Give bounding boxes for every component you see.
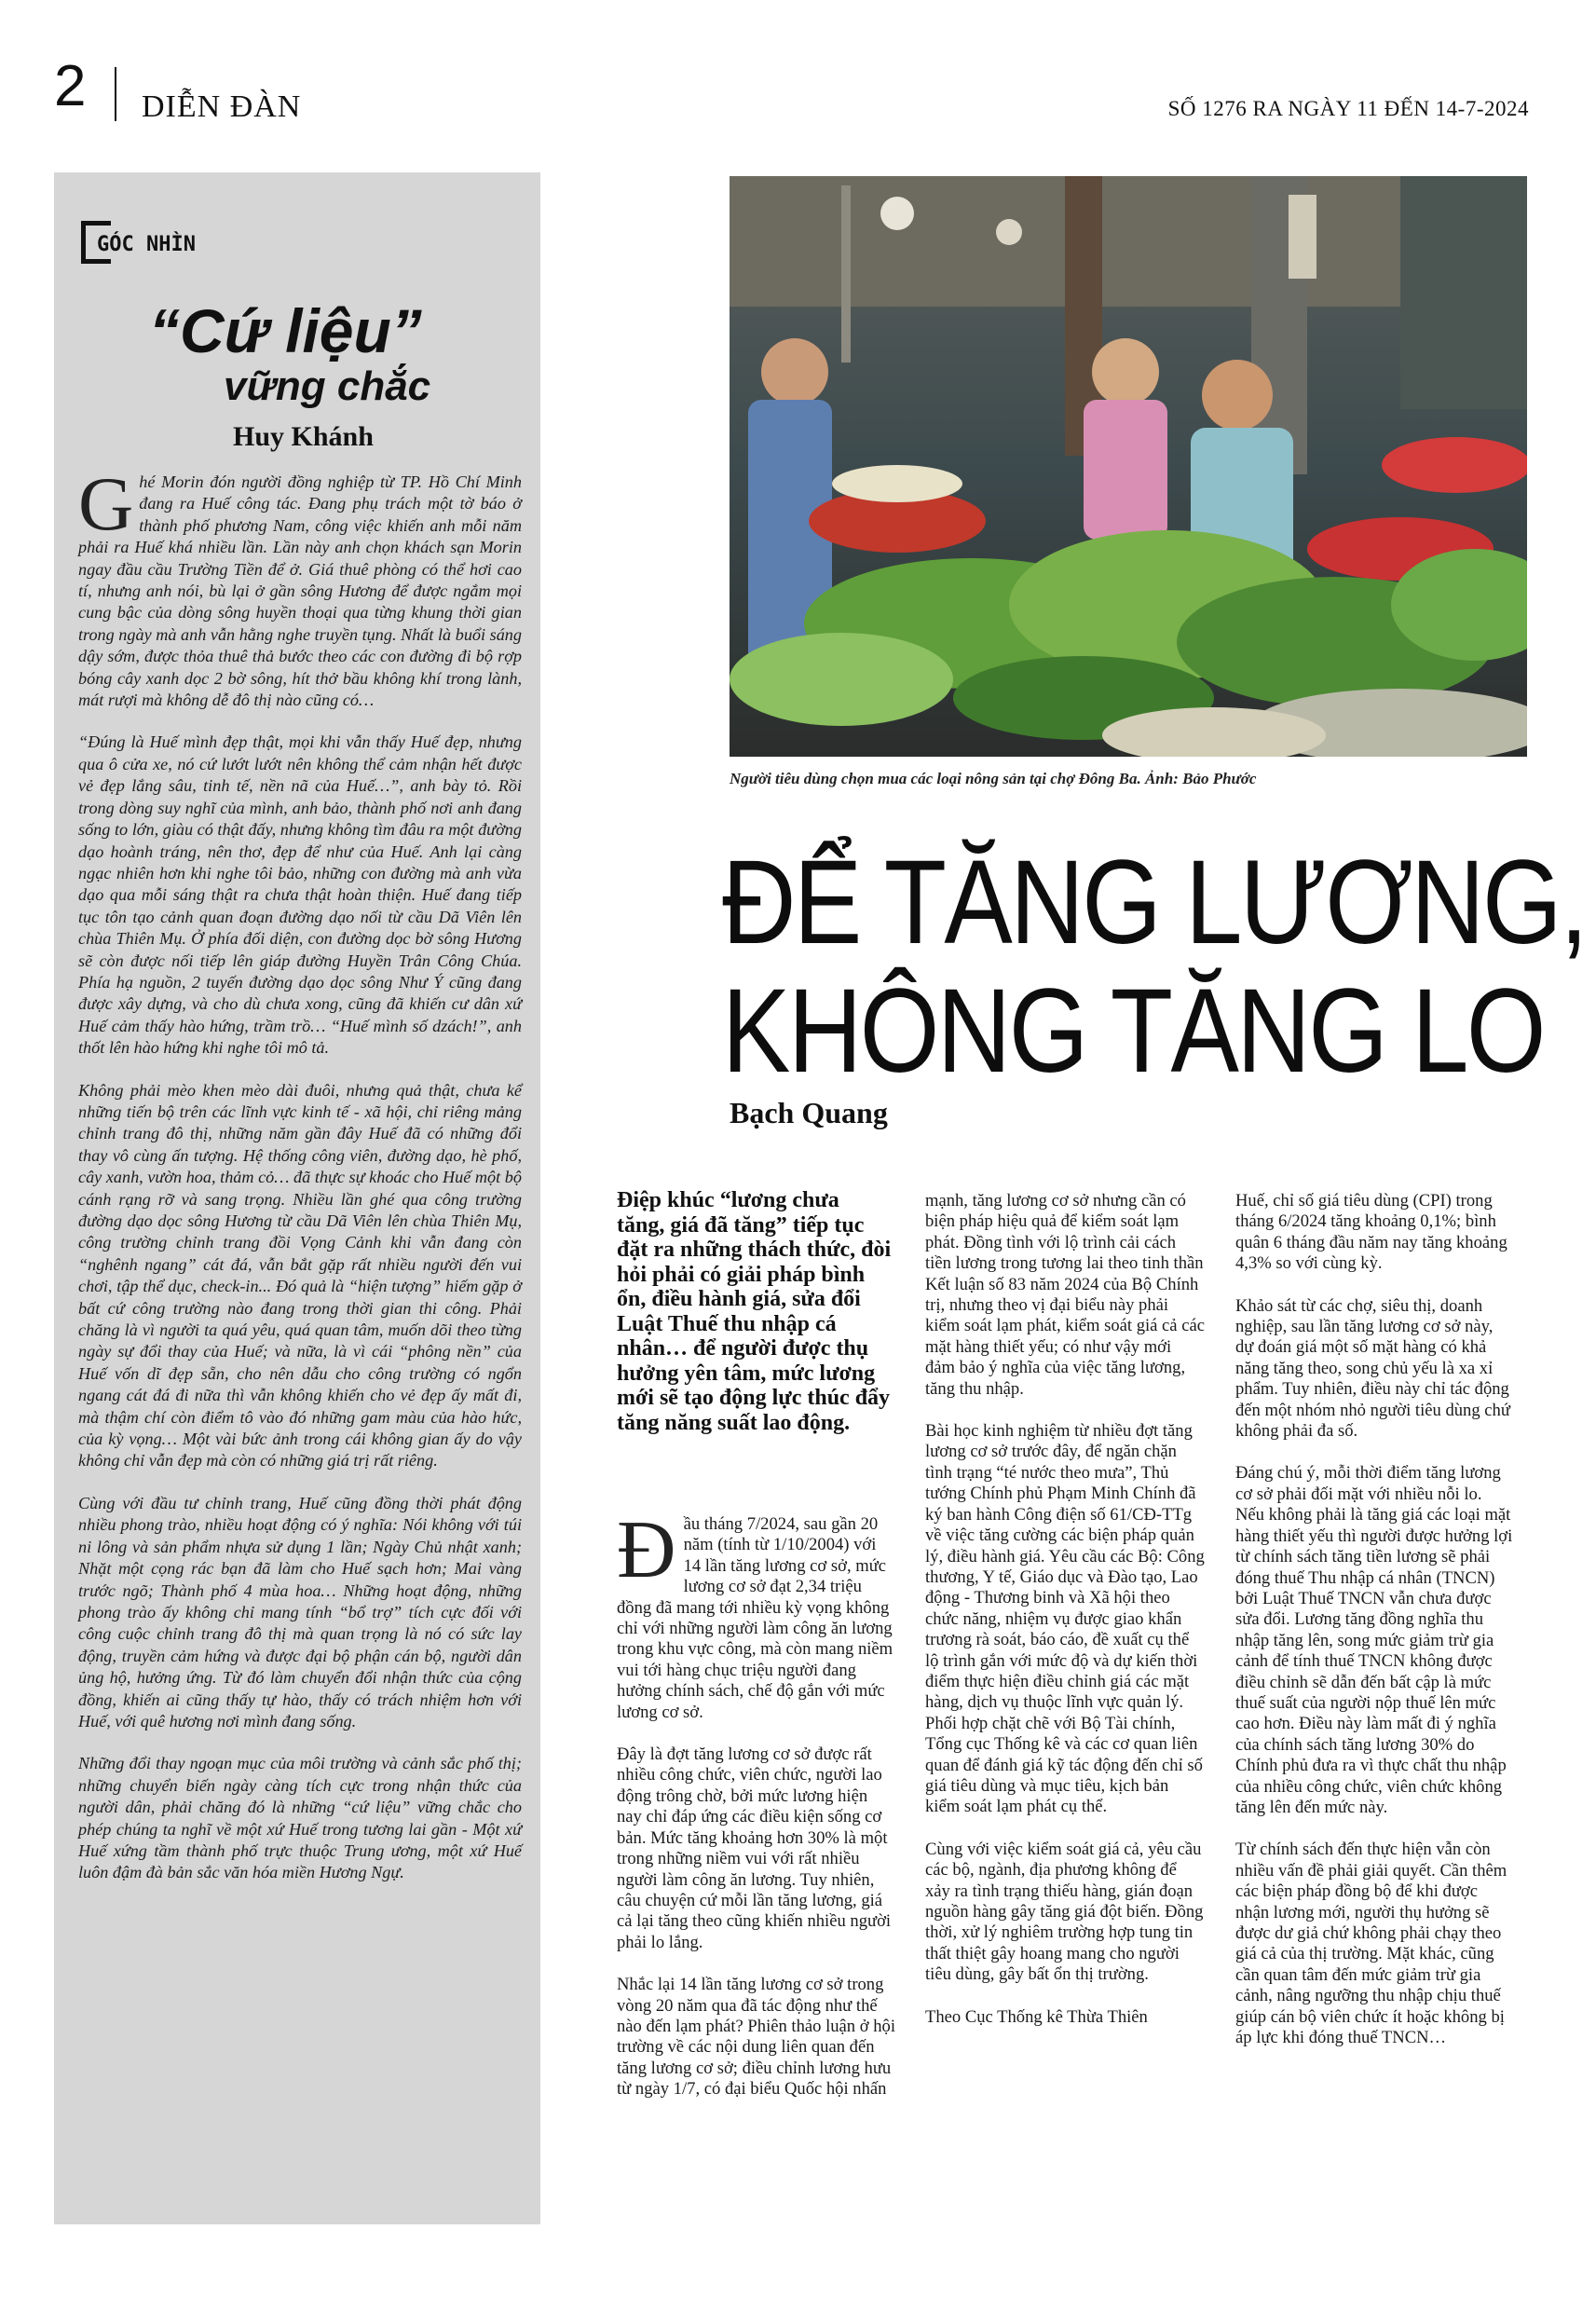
market-photo xyxy=(730,176,1527,757)
opinion-paragraph xyxy=(78,461,522,711)
article-paragraph: Bài học kinh nghiệm từ nhiều đợt tăng lương cơ sở trước đây, để ngăn chặn tình trạng “té nước theo mưa”, Thủ tướng Chính phủ Phạm Minh Chính đã ký ban hành Công điện số 61/CĐ-TTg về việc tăng cường các biện pháp quản lý, điều hành giá. Yêu cầu các Bộ: Công thương, Y tế, Giáo dục và Đào tạo, Lao động - Thương binh và Xã hội theo chức năng, nhiệm vụ được giao khẩn trương rà soát, báo cáo, đề xuất cụ thể lộ trình gắn với mức độ và dự kiến thời điểm thực hiện điều chỉnh giá các mặt hàng, dịch vụ thuộc lĩnh vực quản lý. Phối hợp chặt chẽ với Bộ Tài chính, Tổng cục Thống kê và các cơ quan liên quan để đánh giá kỹ tác động đến chỉ số giá tiêu dùng và mục tiêu, kịch bản kiểm soát lạm phát cụ thể. xyxy=(925,1421,1205,1817)
article-paragraph: Nhắc lại 14 lần tăng lương cơ sở trong vòng 20 năm qua đã tác động như thế nào đến lạm phát? Phiên thảo luận ở hội trường về các nội dung liên quan đến tăng lương cơ sở; điều chỉnh lương hưu từ ngày 1/7, có đại biểu Quốc hội nhấn xyxy=(617,1975,895,2100)
article-paragraph: Từ chính sách đến thực hiện vẫn còn nhiều vấn đề phải giải quyết. Cần thêm các biện pháp đồng bộ để khi được nhận lương mới, người thụ hưởng sẽ được dư giả chứ không phải chạy theo giá cả của thị trường. Mặt khác, cũng cần quan tâm đến mức giảm trừ gia cảnh, nâng ngưỡng thu nhập chịu thuế giúp cán bộ viên chức ít hoặc không bị áp lực khi đóng thuế TNCN… xyxy=(1235,1840,1507,2048)
article-paragraph-text: ầu tháng 7/2024, sau gần 20 năm (tính từ 1/10/2004) với 14 lần tăng lương cơ sở, mức lương cơ sở đạt 2,34 triệu đồng đã mang tới nhiều kỳ vọng không chỉ với những người làm công ăn lương trong khu vực công, mà còn mang niềm vui tới hàng chục triệu người đang hưởng chính sách, chế độ gắn với mức lương cơ sở. xyxy=(617,1514,893,1722)
article-headline xyxy=(722,836,1587,1098)
photo-caption: Người tiêu dùng chọn mua các loại nông sản tại chợ Đông Ba. Ảnh: Bảo Phước xyxy=(730,770,1257,787)
opinion-paragraph: Cùng với đầu tư chỉnh trang, Huế cũng đồng thời phát động nhiều phong trào, nhiều hoạt động có ý nghĩa: Nói không với túi ni lông và sản phẩm nhựa sử dụng 1 lần; Ngày Chủ nhật xanh; Nhặt một cọng rác bạn đã làm cho Huế sạch hơn; Mai vàng trước ngõ; Thành phố 4 mùa hoa… Những hoạt động, những phong trào ấy không chỉ mang tính “bổ trợ” tích cực đối với công cuộc chỉnh trang đô thị mà quan trọng là nó có sức lay động, truyền cảm hứng và được đại bộ phận cán bộ, người dân ủng hộ, hưởng ứng. Từ đó làm chuyển đổi nhận thức của cộng đồng, khiến ai cũng thấy tự hào, thấy có trách nhiệm hơn với Huế, với quê hương nơi mình đang sống. xyxy=(78,1493,522,1731)
opinion-title-line2: vững chắc xyxy=(224,363,431,409)
article-paragraph: Đây là đợt tăng lương cơ sở được rất nhiều công chức, viên chức, người lao động trông chờ, bởi mức lương hiện nay chỉ đáp ứng các điều kiện sống cơ bản. Mức tăng khoảng hơn 30% là một trong những niềm vui với rất nhiều người làm công ăn lương. Tuy nhiên, câu chuyện cứ mỗi lần tăng lương, giá cả lại tăng theo cũng khiến nhiều người phải lo lắng. xyxy=(617,1744,892,1952)
opinion-title-line1: “Cứ liệu” xyxy=(149,296,422,365)
section-title: DIỄN ĐÀN xyxy=(142,89,302,124)
headline-line2: KHÔNG TĂNG LO xyxy=(722,964,1544,1098)
article-paragraph: Đáng chú ý, mỗi thời điểm tăng lương cơ sở phải đối mặt với nhiều nỗi lo. Nếu không phải là tăng giá các loại mặt hàng thiết yếu thì người được hưởng lợi từ chính sách tăng tiền lương sẽ phải đóng thuế Thu nhập cá nhân (TNCN) bởi Luật Thuế TNCN vẫn chưa được sửa đổi. Lương tăng đồng nghĩa thu nhập tăng lên, song mức giảm trừ gia cảnh để tính thuế TNCN không được điều chỉnh sẽ dẫn đến bất cập là mức thuế suất của người nộp thuế lên mức cao hơn. Điều này làm mất đi ý nghĩa của chính sách tăng lương 30% do Chính phủ đưa ra vì thực chất thu nhập của nhiều công chức, viên chức không tăng lên đến mức này. xyxy=(1235,1463,1513,1817)
header-divider xyxy=(115,67,116,121)
article-paragraph xyxy=(617,1505,896,1723)
article-paragraph: Cùng với việc kiểm soát giá cả, yêu cầu các bộ, ngành, địa phương không để xảy ra tình trạng thiếu hàng, gián đoạn nguồn hàng gây tăng giá đột biến. Đồng thời, xử lý nghiêm trường hợp tung tin thất thiệt gây hoang mang cho người tiêu dùng, gây bất ổn thị trường. xyxy=(925,1839,1204,1985)
article-paragraph: Theo Cục Thống kê Thừa Thiên xyxy=(925,2006,1148,2027)
opinion-dropcap: G xyxy=(78,461,134,546)
article-paragraph: Huế, chỉ số giá tiêu dùng (CPI) trong tháng 6/2024 tăng khoảng 0,1%; bình quân 6 tháng đầu năm nay tăng khoảng 4,3% so với cùng kỳ. xyxy=(1235,1191,1507,1274)
opinion-paragraph-text: hé Morin đón người đồng nghiệp từ TP. Hồ Chí Minh đang ra Huế công tác. Đang phụ trách một tờ báo ở thành phố phương Nam, công việc khiến anh mỗi năm phải ra Huế khá nhiều lần. Lần này anh chọn khách sạn Morin ngay đầu cầu Trường Tiền để ở. Giá thuê phòng có thể hơi cao tí, nhưng anh nói, bù lại ở gần sông Hương để được ngắm mọi cung bậc của dòng sông huyền thoại qua từng khung thời gian trong ngày mà anh vẫn hằng nghe truyền tụng. Nhất là buổi sáng dậy sớm, được thỏa thuê thả bước theo các con đường đi bộ rợp bóng cây xanh dọc 2 bờ sông, hít thở bầu không khí trong lành, mát rượi mà không dễ đô thị nào cũng có… xyxy=(78,472,522,710)
article-paragraph: mạnh, tăng lương cơ sở nhưng cần có biện pháp hiệu quả để kiểm soát lạm phát. Đồng tình với lộ trình cải cách tiền lương trong tương lai theo tinh thần Kết luận số 83 năm 2024 của Bộ Chính trị, nhưng theo vị đại biểu này phải kiểm soát lạm phát, kiểm soát giá cả các mặt hàng thiết yếu; có như vậy mới đảm bảo ý nghĩa của việc tăng lương, tăng thu nhập. xyxy=(925,1191,1205,1399)
page-number: 2 xyxy=(54,54,87,118)
opinion-kicker: GÓC NHÌN xyxy=(93,233,196,256)
opinion-author: Huy Khánh xyxy=(233,421,374,452)
opinion-paragraph: Không phải mèo khen mèo dài đuôi, nhưng quả thật, chưa kể những tiến bộ trên các lĩnh vực kinh tế - xã hội, chỉ riêng mảng chỉnh trang đô thị, những năm gần đây Huế đã có những đổi thay vô cùng ấn tượng. Hệ thống công viên, đường dạo, hè phố, cây xanh, vườn hoa, thảm cỏ… đã thực sự khoác cho Huế một bộ cánh rạng rỡ và sang trọng. Nhiều lần ghé qua công trường đường dạo dọc sông Hương từ cầu Dã Viên lên chùa Thiên Mụ, công trường chỉnh trang đồi Vọng Cảnh khi vẫn đang còn “nghênh ngang” cát đá, vẫn bắt gặp rất nhiều người đến vui chơi, tập thể dục, check-in... Đó quả là “hiện tượng” hiếm gặp ở bất cứ công trường nào đang trong thời gian thi công. Phải chăng là vì người ta quá yêu, quá quan tâm, muốn dõi theo từng ngày sự đổi thay của Huế; và nữa, là vì cái “phông nền” của Huế vốn dĩ đẹp sẵn, cho nên dẫu cho công trường có ngổn ngang cát đá đi nữa thì vẫn không khiến cho vẻ đẹp ấy mất đi, mà thậm chí còn điểm tô vào đó những gam màu của hào hức, của kỳ vọng… Một vài bức ảnh trong cái không gian ấy do vậy không chỉ vẫn đẹp mà còn có những giá trị rất riêng. xyxy=(78,1080,522,1471)
article-lead: Điệp khúc “lương chưa tăng, giá đã tăng” tiếp tục đặt ra những thách thức, đòi hỏi phải có giải pháp bình ổn, điều hành giá, sửa đổi Luật Thuế thu nhập cá nhân… để người được thụ hưởng yên tâm, mức lương mới sẽ tạo động lực thúc đẩy tăng năng suất lao động. xyxy=(617,1188,892,1435)
issue-info: SỐ 1276 RA NGÀY 11 ĐẾN 14-7-2024 xyxy=(1167,97,1529,120)
headline-line1: ĐỂ TĂNG LƯƠNG, xyxy=(722,836,1587,969)
article-column-2 xyxy=(925,1191,1205,2049)
article-paragraph: Khảo sát từ các chợ, siêu thị, doanh nghiệp, sau lần tăng lương cơ sở này, dự đoán giá một số mặt hàng có khả năng tăng theo, song chủ yếu là xa xỉ phẩm. Tuy nhiên, điều này chỉ tác động đến một nhóm nhỏ người tiêu dùng chứ không phải đa số. xyxy=(1235,1295,1510,1442)
article-column-3 xyxy=(1235,1191,1515,2070)
opinion-body xyxy=(78,461,522,1905)
opinion-paragraph: “Đúng là Huế mình đẹp thật, mọi khi vẫn thấy Huế đẹp, nhưng qua ô cửa xe, nó cứ lướt lướt nên không thể cảm nhận hết được vẻ đẹp lắng sâu, tinh tế, nền nã của Huế…”, anh bày tỏ. Rồi trong dòng suy nghĩ của mình, anh bảo, thành phố nơi anh đang sống to lớn, giàu có thật đấy, nhưng không tìm đâu ra một đường dạo hoành tráng, nên thơ, đẹp để như của Huế. Anh lại càng ngạc nhiên hơn khi nghe tôi bảo, những con đường mà anh vừa dạo qua mỗi sáng thật ra chưa thật hoàn thiện. Huế đang tiếp tục tôn tạo cảnh quan đoạn đường dạo nối từ cầu Dã Viên lên chùa Thiên Mụ. Ở phía đối diện, con đường dọc bờ sông Hương sẽ còn được nối tiếp lên giáp đường Huyền Trân Công Chúa. Phía hạ nguồn, 2 tuyến đường dạo dọc sông Như Ý cũng đang được xây dựng, và cho dù chưa xong, cũng đã khiến cư dân xứ Huế cảm thấy hào hứng, trầm trồ… “Huế mình số dzách!”, anh thốt lên hào hứng khi nghe tôi mô tả. xyxy=(78,732,522,1058)
article-dropcap: Đ xyxy=(617,1505,676,1595)
opinion-paragraph: Những đổi thay ngoạn mục của môi trường và cảnh sắc phố thị; những chuyển biến ngày càng tích cực trong nhận thức của người dân, phải chăng đó là những “cứ liệu” vững chắc cho phép chúng ta nghĩ về một xứ Huế trong tương lai gần - Một xứ Huế xứng tầm thành phố trực thuộc Trung ương, một xứ Huế luôn đậm đà bản sắc văn hóa miền Hương Ngự. xyxy=(78,1754,522,1882)
article-author: Bạch Quang xyxy=(730,1096,888,1129)
article-column-1 xyxy=(617,1505,896,2122)
